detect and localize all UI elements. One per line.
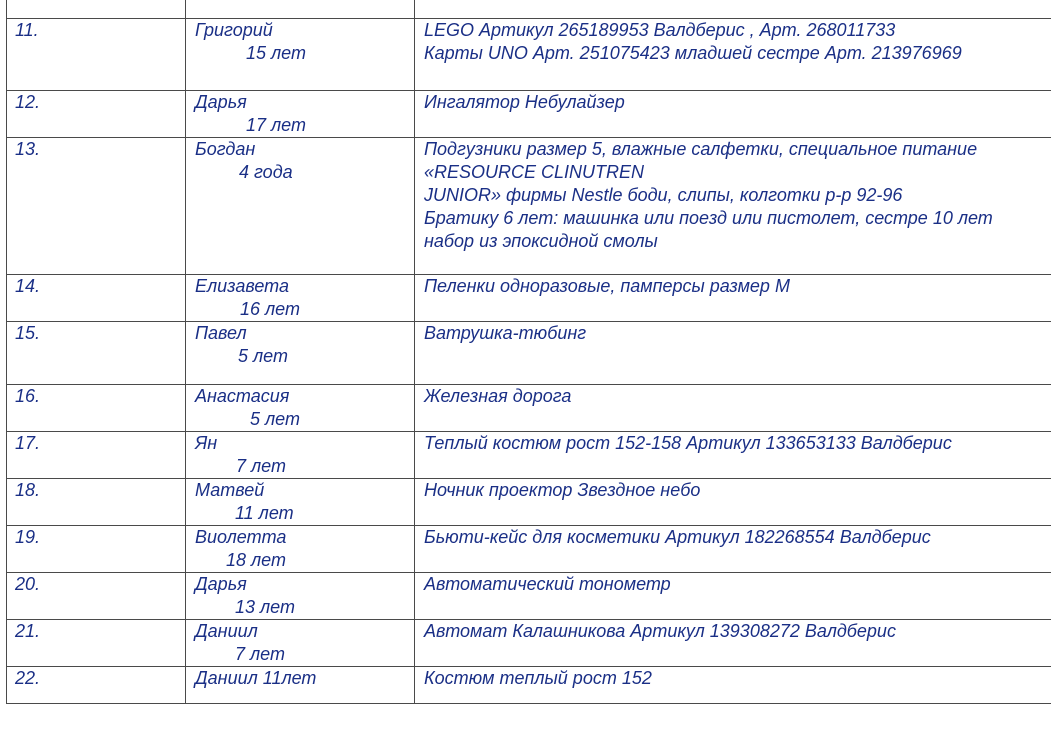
child-cell: [186, 667, 415, 704]
child-cell: [186, 573, 415, 620]
gift-request: [415, 19, 1051, 91]
child-age: 5 лет: [238, 346, 288, 366]
table-row: [7, 667, 1051, 704]
gift-request-line: Ингалятор Небулайзер: [424, 92, 625, 112]
child-name: Григорий: [195, 20, 273, 40]
table-row: [7, 385, 1051, 432]
table-row: [7, 526, 1051, 573]
child-name: Дарья: [195, 574, 247, 594]
table-row: [7, 573, 1051, 620]
gift-request-line: «RESOURCE CLINUTREN: [424, 162, 645, 182]
gift-request: [415, 138, 1051, 275]
child-cell: [186, 432, 415, 479]
row-number: 20.: [7, 573, 186, 620]
row-number: 22.: [7, 667, 186, 704]
child-cell: [186, 0, 415, 19]
child-name: Дарья: [195, 92, 247, 112]
row-number: 15.: [7, 322, 186, 385]
child-cell: [186, 322, 415, 385]
gift-request: [415, 275, 1051, 322]
gift-request-line: Ватрушка-тюбинг: [424, 323, 587, 343]
child-name: Матвей: [195, 480, 265, 500]
gift-request-line: Костюм теплый рост 152: [424, 668, 652, 688]
gift-request-line: Железная дорога: [424, 386, 572, 406]
gift-request-line: JUNIOR» фирмы Nestle боди, слипы, колготки р-р 92-96: [424, 185, 903, 205]
row-number: 19.: [7, 526, 186, 573]
gift-request: [415, 526, 1051, 573]
child-name: Анастасия: [195, 386, 290, 406]
gift-request-line: Ночник проектор Звездное небо: [424, 480, 701, 500]
table-row: [7, 91, 1051, 138]
child-cell: [186, 275, 415, 322]
child-age: 13 лет: [235, 597, 295, 617]
gift-request-line: Автомат Калашникова Артикул 139308272 Валдберис: [424, 621, 896, 641]
row-number: 18.: [7, 479, 186, 526]
child-age: 16 лет: [240, 299, 300, 319]
row-number: 16.: [7, 385, 186, 432]
child-name: Ян: [195, 433, 218, 453]
child-age: 7 лет: [235, 644, 285, 664]
child-name: Даниил 11лет: [195, 668, 317, 688]
table-row: [7, 19, 1051, 91]
table-row: [7, 432, 1051, 479]
gift-request-line: LEGO Артикул 265189953 Валдберис , Арт. 268011733: [424, 20, 896, 40]
child-name: Богдан: [195, 139, 256, 159]
gift-request: [415, 432, 1051, 479]
gift-list-table: [6, 0, 1051, 704]
table-row: [7, 275, 1051, 322]
table-row: [7, 479, 1051, 526]
child-cell: [186, 385, 415, 432]
child-cell: [186, 91, 415, 138]
row-number: 17.: [7, 432, 186, 479]
child-age: 17 лет: [246, 115, 306, 135]
gift-request: [415, 573, 1051, 620]
child-age: 18 лет: [226, 550, 286, 570]
gift-request-line: Карты UNO Арт. 251075423 младшей сестре Арт. 213976969: [424, 43, 962, 63]
gift-request-line: Автоматический тонометр: [424, 574, 671, 594]
child-age: 5 лет: [250, 409, 300, 429]
gift-request: [415, 0, 1051, 19]
gift-request-line: Пеленки одноразовые, памперсы размер М: [424, 276, 790, 296]
table-row: [7, 620, 1051, 667]
gift-request-line: Теплый костюм рост 152-158 Артикул 133653133 Валдберис: [424, 433, 952, 453]
row-number: [7, 0, 186, 19]
table-row: [7, 138, 1051, 275]
gift-list-body: [7, 0, 1051, 704]
child-age: 15 лет: [246, 43, 306, 63]
table-row: [7, 0, 1051, 19]
row-number: 12.: [7, 91, 186, 138]
child-name: Даниил: [195, 621, 258, 641]
gift-request: [415, 322, 1051, 385]
gift-request-line: Братику 6 лет: машинка или поезд или пистолет, сестре 10 лет: [424, 208, 993, 228]
row-number: 21.: [7, 620, 186, 667]
child-cell: [186, 138, 415, 275]
child-cell: [186, 19, 415, 91]
child-cell: [186, 479, 415, 526]
child-name: Павел: [195, 323, 247, 343]
gift-request: [415, 620, 1051, 667]
gift-request: [415, 667, 1051, 704]
child-cell: [186, 620, 415, 667]
child-age: 11 лет: [235, 503, 294, 523]
child-name: Елизавета: [195, 276, 289, 296]
gift-request: [415, 91, 1051, 138]
child-age: 4 года: [239, 162, 293, 182]
row-number: 13.: [7, 138, 186, 275]
gift-request: [415, 385, 1051, 432]
gift-request-line: набор из эпоксидной смолы: [424, 231, 658, 251]
gift-request: [415, 479, 1051, 526]
row-number: 11.: [7, 19, 186, 91]
gift-request-line: Бьюти-кейс для косметики Артикул 182268554 Валдберис: [424, 527, 931, 547]
child-cell: [186, 526, 415, 573]
gift-request-line: Подгузники размер 5, влажные салфетки, специальное питание: [424, 139, 978, 159]
row-number: 14.: [7, 275, 186, 322]
child-age: 7 лет: [236, 456, 286, 476]
child-name: Виолетта: [195, 527, 287, 547]
table-row: [7, 322, 1051, 385]
